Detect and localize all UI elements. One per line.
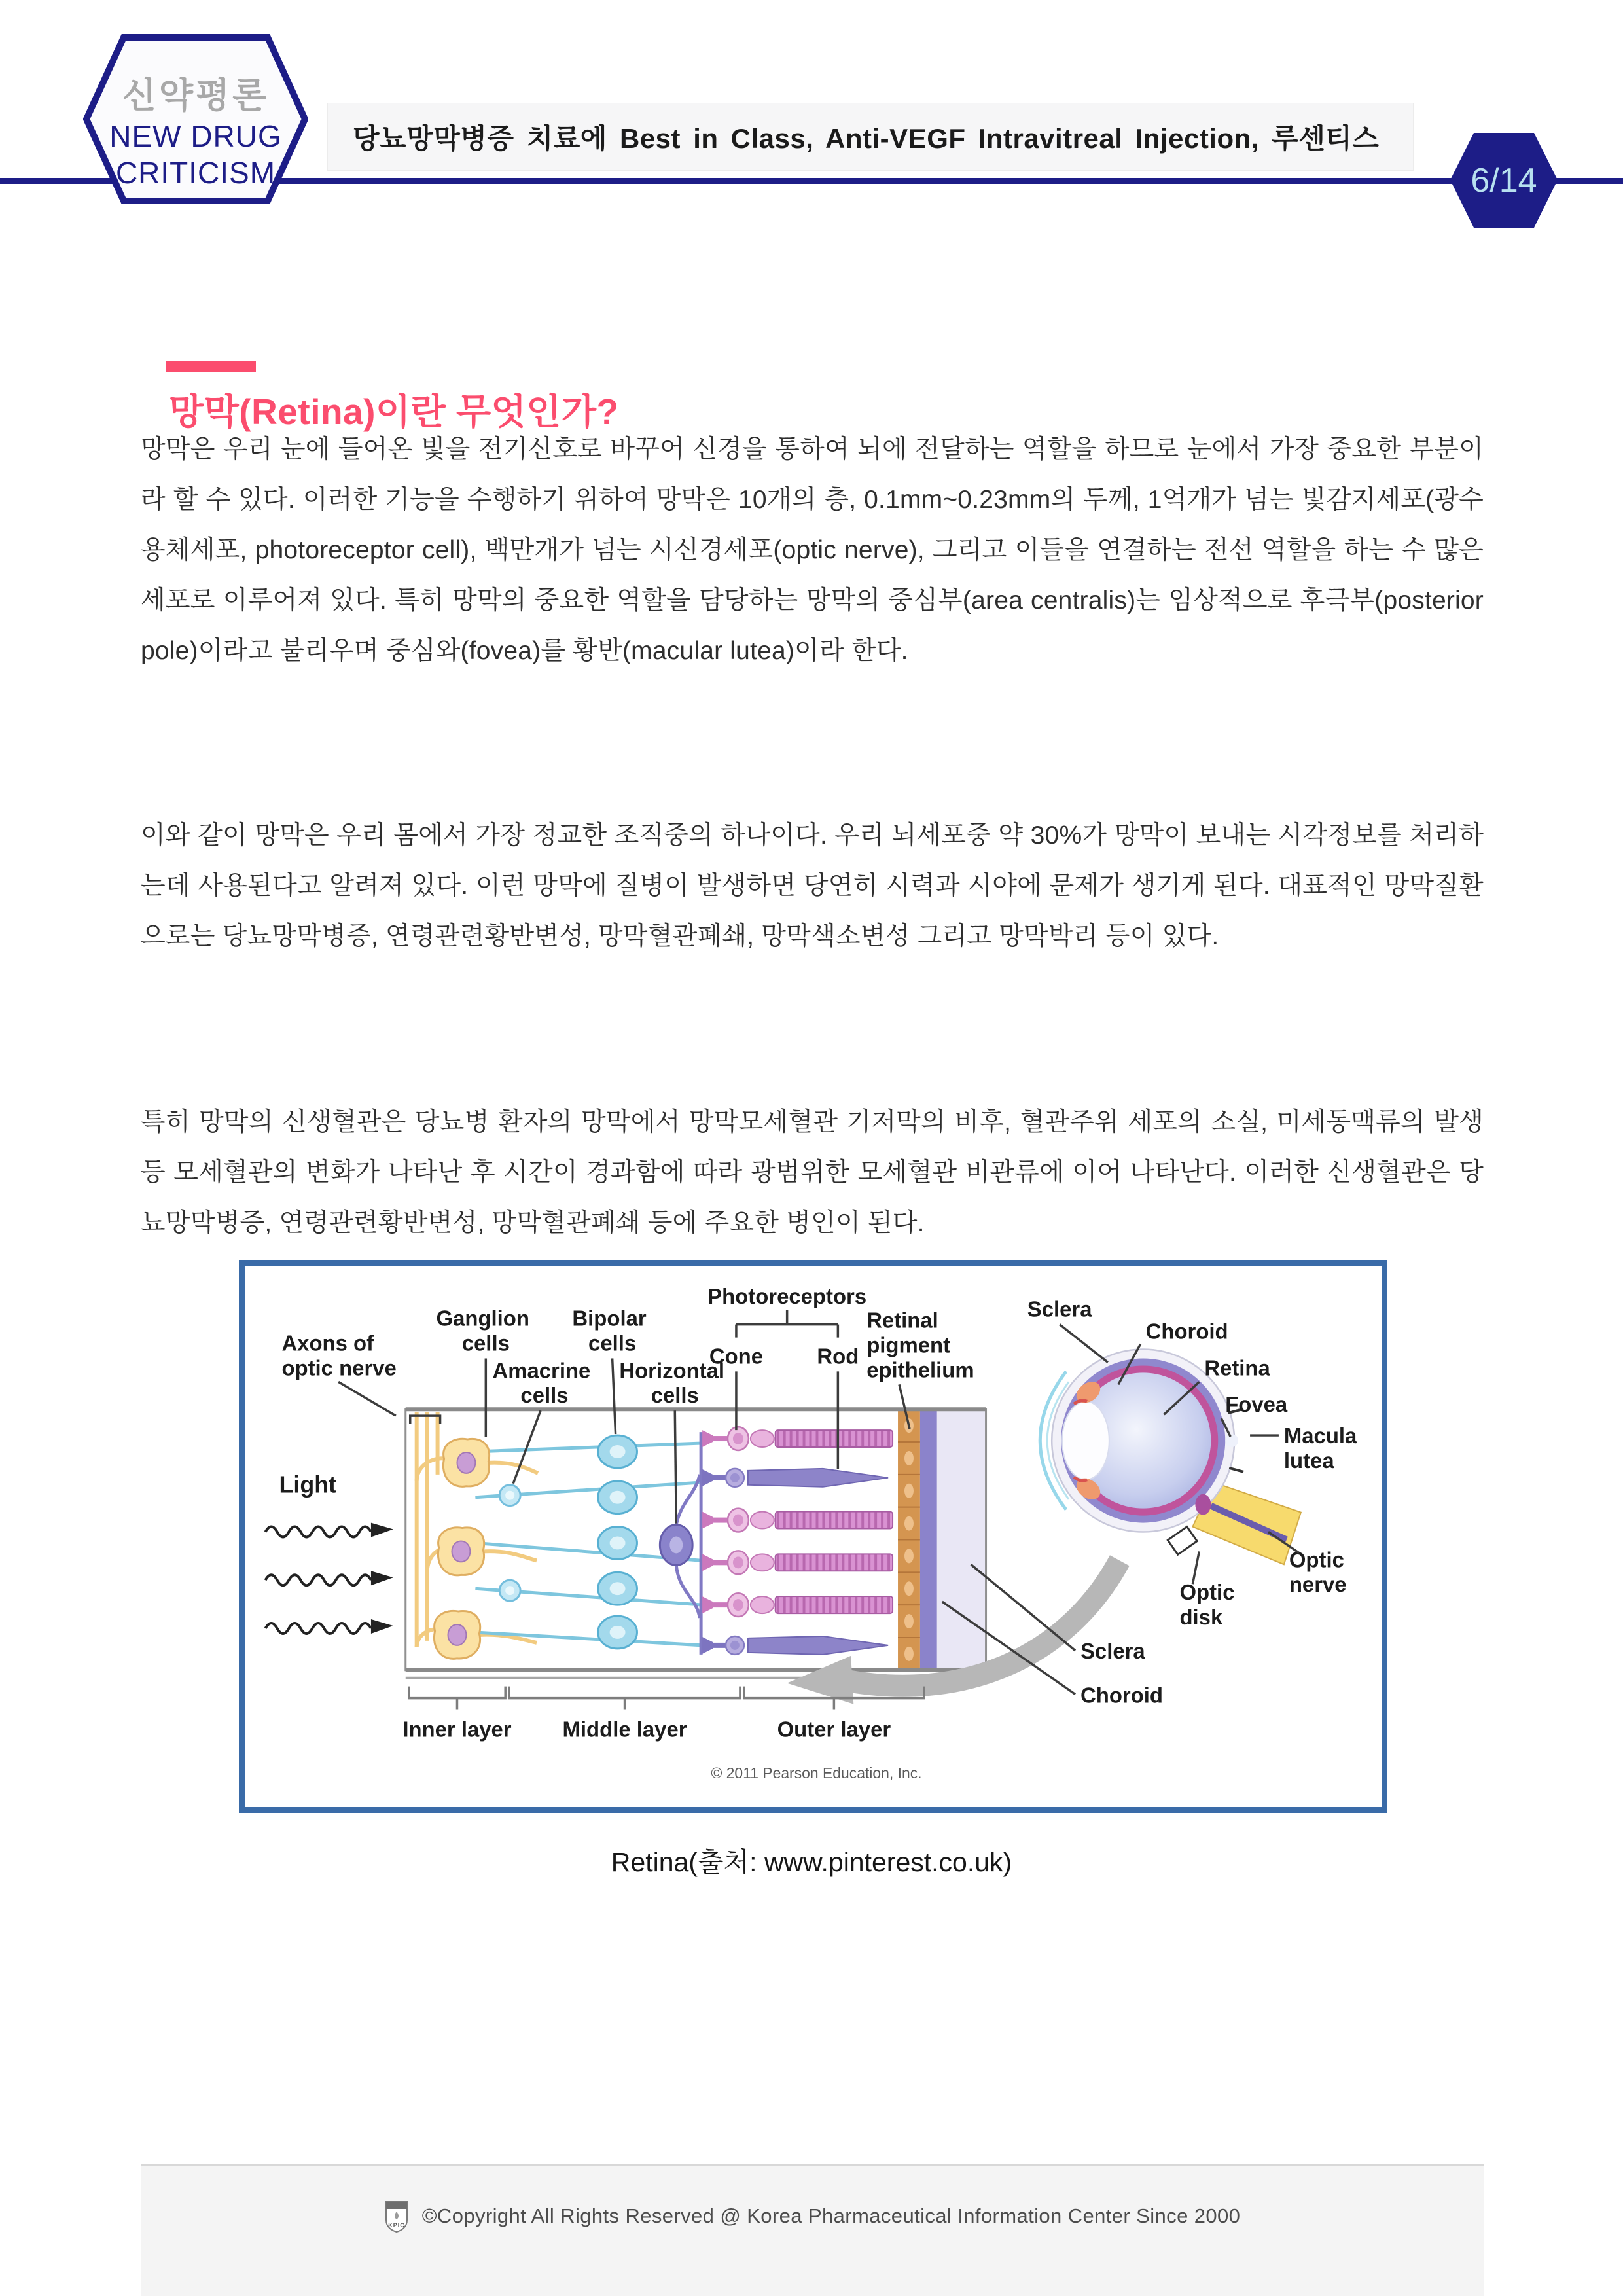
paragraph-retina-intro: 망막은 우리 눈에 들어온 빛을 전기신호로 바꾸어 신경을 통하여 뇌에 전달하는 역할을 하므로 눈에서 가장 중요한 부분이라 할 수 있다. 이러한 기능을 수행하기 위하여 망막은 10개의 층, 0.1mm~0.23mm의 두께, 1억개가 넘는 빛감지세포(광수용체세포, photoreceptor cell), 백만개가 넘는 시신경세포(optic nerve), 그리고 이들을 연결하는 전선 역할을 하는 수 많은 세포로 이루어져 있다. 특히 망막의 중요한 역할을 담당하는 망막의 중심부(area centralis)는 임상적으로 후극부(posterior pole)이라고 불리우며 중심와(fovea)를 황반(macular lutea)이라 한다.	[141, 435, 1484, 665]
choroid-strip	[920, 1409, 937, 1670]
light-wave-arrows-icon	[266, 1523, 393, 1634]
ganglion-cell	[438, 1528, 484, 1575]
macula-lutea-label: Macula lutea	[1283, 1424, 1357, 1473]
middle-layer-label: Middle layer	[562, 1717, 687, 1742]
section-accent-bar	[166, 361, 256, 372]
cone-photoreceptor	[702, 1551, 893, 1574]
kpic-shield-icon	[384, 2200, 409, 2233]
retina-label: Retina	[1204, 1355, 1270, 1380]
paragraph-retina-function: 이와 같이 망막은 우리 몸에서 가장 정교한 조직중의 하나이다. 우리 뇌세포중 약 30%가 망막이 보내는 시각정보를 처리하는데 사용된다고 알려져 있다. 이런 망막에 질병이 발생하면 당연히 시력과 시야에 문제가 생기게 된다. 대표적인 망막질환으로는 당뇨망막병증, 연령관련황반변성, 망막혈관폐쇄, 망막색소변성 그리고 망막박리 등이 있다.	[141, 821, 1484, 950]
ganglion-cell	[434, 1611, 480, 1659]
figure-credit: © 2011 Pearson Education, Inc.	[711, 1765, 922, 1782]
cone-photoreceptor	[702, 1593, 893, 1617]
bipolar-cell	[598, 1616, 637, 1649]
page-footer	[141, 2164, 1484, 2296]
rpe-label: Retinal pigment epithelium	[866, 1308, 974, 1382]
sclera-eye-label: Sclera	[1027, 1297, 1092, 1321]
bipolar-cell	[598, 1572, 637, 1605]
cone-label: Cone	[709, 1344, 764, 1369]
fovea-pit	[1225, 1434, 1238, 1447]
ganglion-cell	[443, 1439, 489, 1486]
optic-disk-marker	[1168, 1527, 1197, 1555]
retina-diagram-illustration	[245, 1266, 1382, 1807]
amacrine-label: Amacrine cells	[492, 1358, 591, 1408]
outer-layer-label: Outer layer	[777, 1717, 891, 1742]
logo-english-line2: CRITICISM	[115, 156, 276, 190]
header-title-bar	[327, 103, 1414, 171]
logo-english-line1: NEW DRUG	[109, 119, 282, 153]
page-number-badge	[1450, 133, 1558, 228]
ganglion-label: Ganglion cells	[436, 1306, 529, 1355]
logo-hexagon-icon	[83, 34, 308, 204]
photoreceptors-label: Photoreceptors	[707, 1283, 867, 1308]
paragraph-neovascularization: 특히 망막의 신생혈관은 당뇨병 환자의 망막에서 망막모세혈관 기저막의 비후, 혈관주위 세포의 소실, 미세동맥류의 발생 등 모세혈관의 변화가 나타난 후 시간이 경과함에 따라 광범위한 모세혈관 비관류에 이어 나타난다. 이러한 신생혈관은 당뇨망막병증, 연령관련황반변성, 망막혈관폐쇄 등에 주요한 병인이 된다.	[141, 1108, 1484, 1237]
optic-nerve-label: Optic nerve	[1289, 1547, 1347, 1597]
logo-korean-text: 신약평론	[122, 76, 270, 115]
eyeball-illustration	[1040, 1350, 1301, 1565]
bipolar-cell	[598, 1435, 637, 1468]
amacrine-cell	[499, 1485, 520, 1506]
axons-label: Axons of optic nerve	[281, 1331, 397, 1380]
light-label: Light	[279, 1471, 337, 1498]
sclera-strip-label: Sclera	[1080, 1638, 1145, 1663]
choroid-strip-label: Choroid	[1080, 1683, 1164, 1708]
horizontal-label: Horizontal cells	[619, 1358, 725, 1408]
bipolar-label: Bipolar cells	[572, 1306, 647, 1355]
retina-layers-panel	[406, 1409, 986, 1670]
retina-diagram-figure	[239, 1260, 1387, 1813]
bipolar-cell	[598, 1527, 637, 1560]
footer-copyright: ©Copyright All Rights Reserved @ Korea Pharmaceutical Information Center Since 2000	[421, 2204, 1241, 2227]
sclera-strip	[937, 1409, 986, 1670]
bipolar-cell	[598, 1481, 637, 1514]
newdrug-criticism-logo	[83, 34, 308, 204]
optic-disk-label: Optic disk	[1179, 1580, 1235, 1630]
optic-disk-spot	[1195, 1494, 1211, 1515]
section-title: 망막(Retina)이란 무엇인가?	[169, 391, 619, 432]
horizontal-cell	[660, 1525, 692, 1566]
fovea-label: Fovea	[1225, 1392, 1288, 1417]
figure-caption: Retina(출처: www.pinterest.co.uk)	[611, 1847, 1012, 1877]
rod-label: Rod	[817, 1344, 859, 1369]
cone-photoreceptor	[702, 1509, 893, 1532]
amacrine-cell	[499, 1580, 520, 1601]
kpic-logo-text: KPIC	[387, 2222, 405, 2229]
inner-layer-label: Inner layer	[402, 1717, 512, 1742]
choroid-eye-label: Choroid	[1145, 1319, 1228, 1344]
page-number: 6/14	[1471, 161, 1537, 200]
cone-photoreceptor	[702, 1427, 893, 1450]
document-title: 당뇨망막병증 치료에 Best in Class, Anti-VEGF Intravitreal Injection, 루센티스	[353, 123, 1380, 154]
